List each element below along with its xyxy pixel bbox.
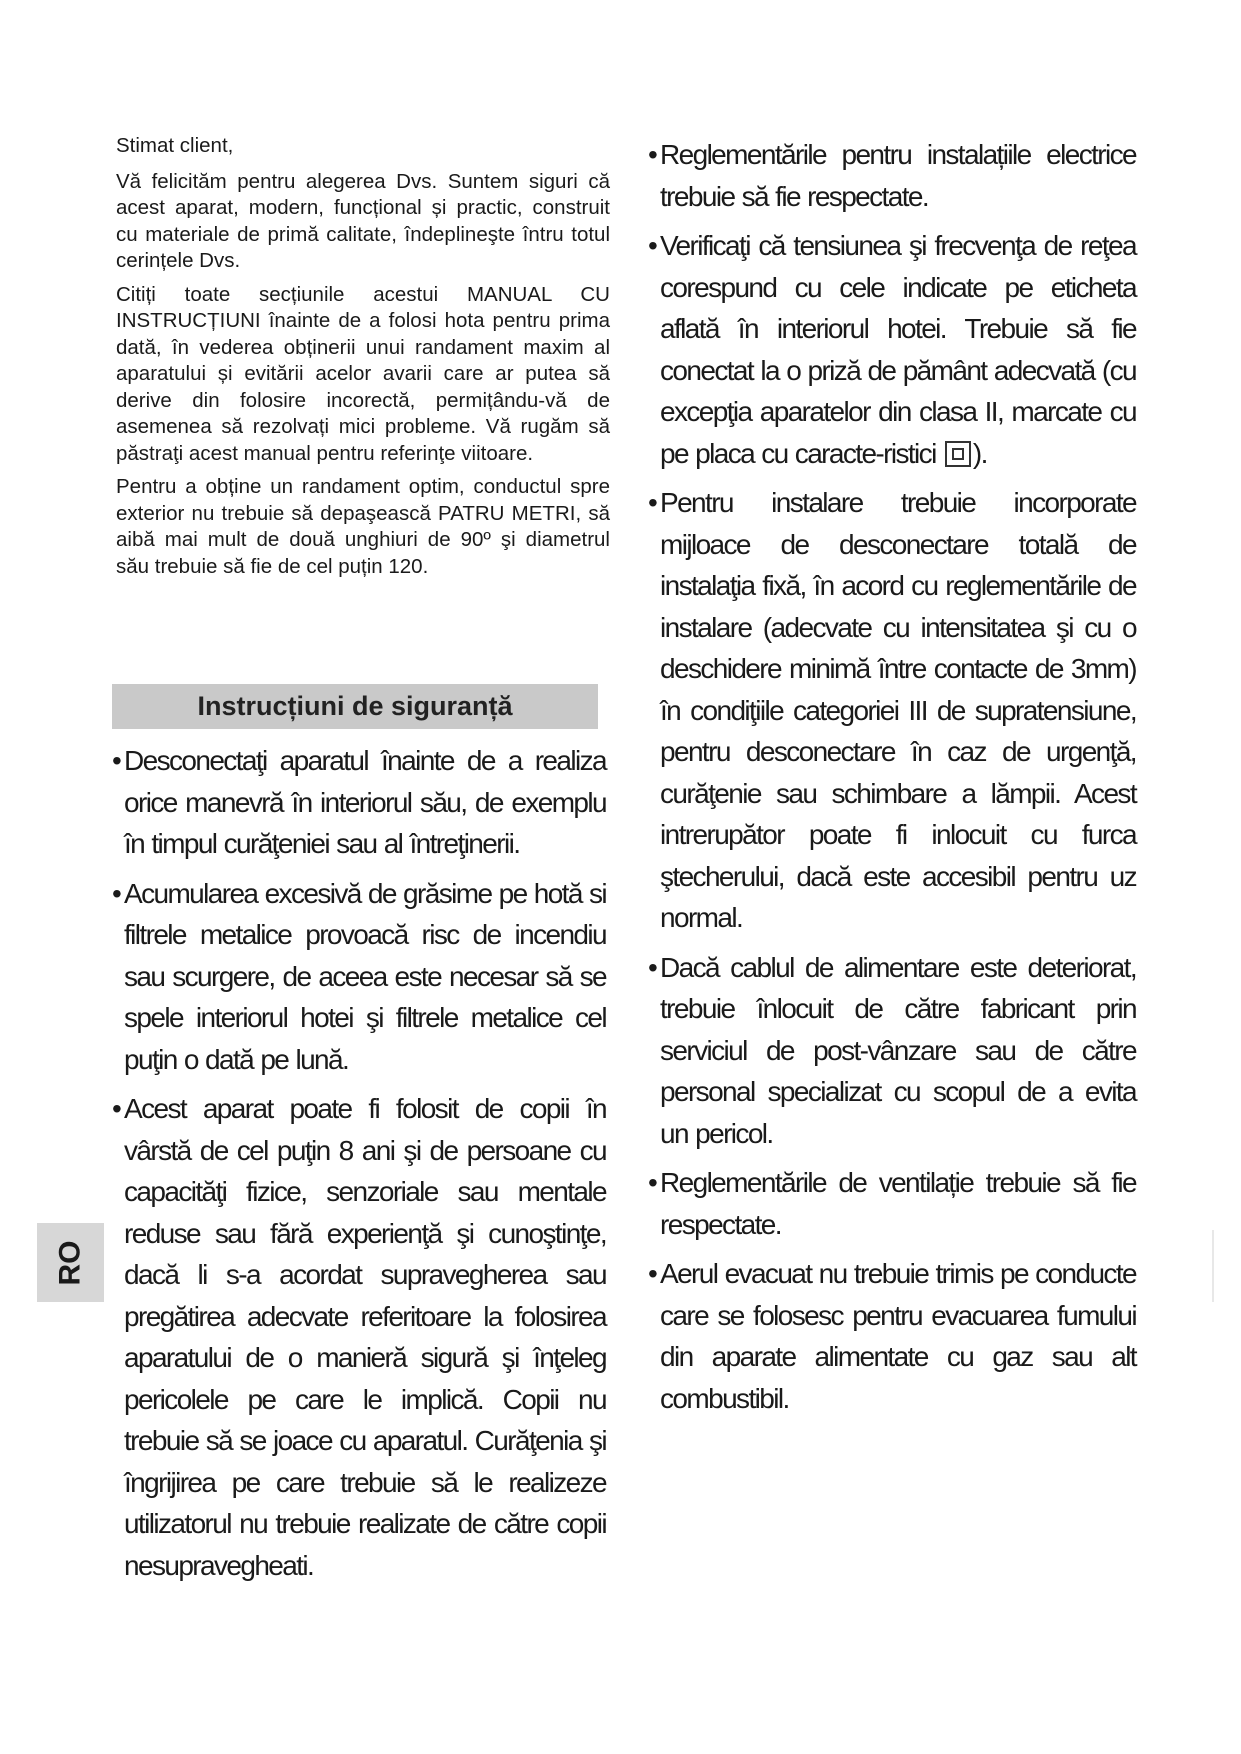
bullet-icon: • (648, 1167, 657, 1198)
bullet-icon: • (112, 877, 121, 909)
bullet-icon: • (648, 487, 657, 518)
bullet-icon: • (648, 139, 657, 170)
list-item: • Dacă cablul de alimentare este deteriorat, trebuie înlocuit de către fabricant prin serviciul de post-vânzare sau de către personal specializat cu scopul de a evita un pericol. (648, 947, 1136, 1155)
list-item: • Aerul evacuat nu trebuie trimis pe conducte care se folosesc pentru evacuarea fumului din aparate alimentate cu gaz sau alt combustibil. (648, 1253, 1136, 1419)
list-item: • Pentru instalare trebuie incorporate mijloace de desconectare totală de instalaţia fixă, în acord cu reglementările de instalare (adecvate cu intensitatea şi cu o deschidere minimă între contacte de 3mm) în condiţiile categoriei III de supratensiune, pentru desconectare în caz de urgenţă, curăţenie sau schimbare a lămpii. Acest intrerupător poate fi inlocuit cu furca ştecherului, dacă este accesibil pentru uz normal. (648, 482, 1136, 939)
safety-heading: Instrucțiuni de siguranță (197, 691, 513, 721)
bullet-icon: • (648, 951, 657, 983)
safety-list-left (112, 740, 606, 1594)
list-item: • Acumularea excesivă de grăsime pe hotă si filtrele metalice provoacă risc de incendiu sau scurgere, de aceea este necesar să se spele interiorul hotei şi filtrele metalice cel puţin o dată pe lună. (112, 873, 606, 1081)
bullet-icon: • (648, 1258, 657, 1289)
list-item: • Acest aparat poate fi folosit de copii în vârstă de cel puţin 8 ani şi de persoane cu capacităţi fizice, senzoriale sau mentale reduse sau fără experienţă şi cunoştinţe, dacă li s-a acordat supravegherea sau pregătirea adecvate referitoare la folosirea aparatului de o manieră sigură şi înţeleg pericolele pe care le implică. Copii nu trebuie să se joace cu aparatul. Curăţenia şi îngrijirea pe care trebuie să le realizeze utilizatorul nu trebuie realizate de către copii nesupravegheati. (112, 1088, 606, 1586)
safety-heading-bar (112, 684, 598, 729)
list-item: • Desconectaţi aparatul înainte de a realiza orice manevră în interiorul său, de exemplu în timpul curăţeniei sau al întreţinerii. (112, 740, 606, 865)
language-label: RO (53, 1240, 87, 1285)
bullet-icon: • (112, 1093, 121, 1124)
intro-paragraph-3: Pentru a obține un randament optim, conductul spre exterior nu trebuie să depaşească PATRU METRI, să aibă mai mult de două unghiuri de 90º şi diametrul său trebuie să fie de cel puțin 120. (116, 475, 610, 578)
list-item: • Reglementările de ventilație trebuie să fie respectate. (648, 1162, 1136, 1245)
page-edge-mark (1212, 1230, 1214, 1302)
bullet-icon: • (112, 745, 121, 776)
list-item: • Reglementările pentru instalațiile electrice trebuie să fie respectate. (648, 134, 1136, 217)
intro-section (116, 133, 610, 587)
class-ii-double-square-icon (945, 441, 971, 467)
language-tab (37, 1223, 104, 1302)
safety-list-right (648, 134, 1136, 1427)
list-item: • Verificaţi că tensiunea şi frecvenţa de reţea corespund cu cele indicate pe eticheta aflată în interiorul hotei. Trebuie să fie conectat la o priză de pământ adecvată (cu excepţia aparatelor din clasa II, marcate cu pe placa cu caracte-ristici ). (648, 225, 1136, 474)
intro-paragraph-1: Vă felicităm pentru alegerea Dvs. Suntem siguri că acest aparat, modern, funcțional și practic, construit cu materiale de primă calitate, îndeplineşte întru totul cerințele Dvs. (116, 169, 610, 272)
greeting: Stimat client, (116, 134, 234, 157)
bullet-icon: • (648, 230, 657, 261)
intro-paragraph-2: Citiți toate secțiunile acestui MANUAL CU INSTRUCȚIUNI înainte de a folosi hota pentru prima dată, în vederea obținerii unui randament maxim al aparatului și evitării acelor avarii care ar putea să derive din folosire incorectă, permițându-vă de asemenea să rezolvați mici probleme. Vă rugăm să păstraţi acest manual pentru referinţe viitoare. (116, 282, 610, 465)
